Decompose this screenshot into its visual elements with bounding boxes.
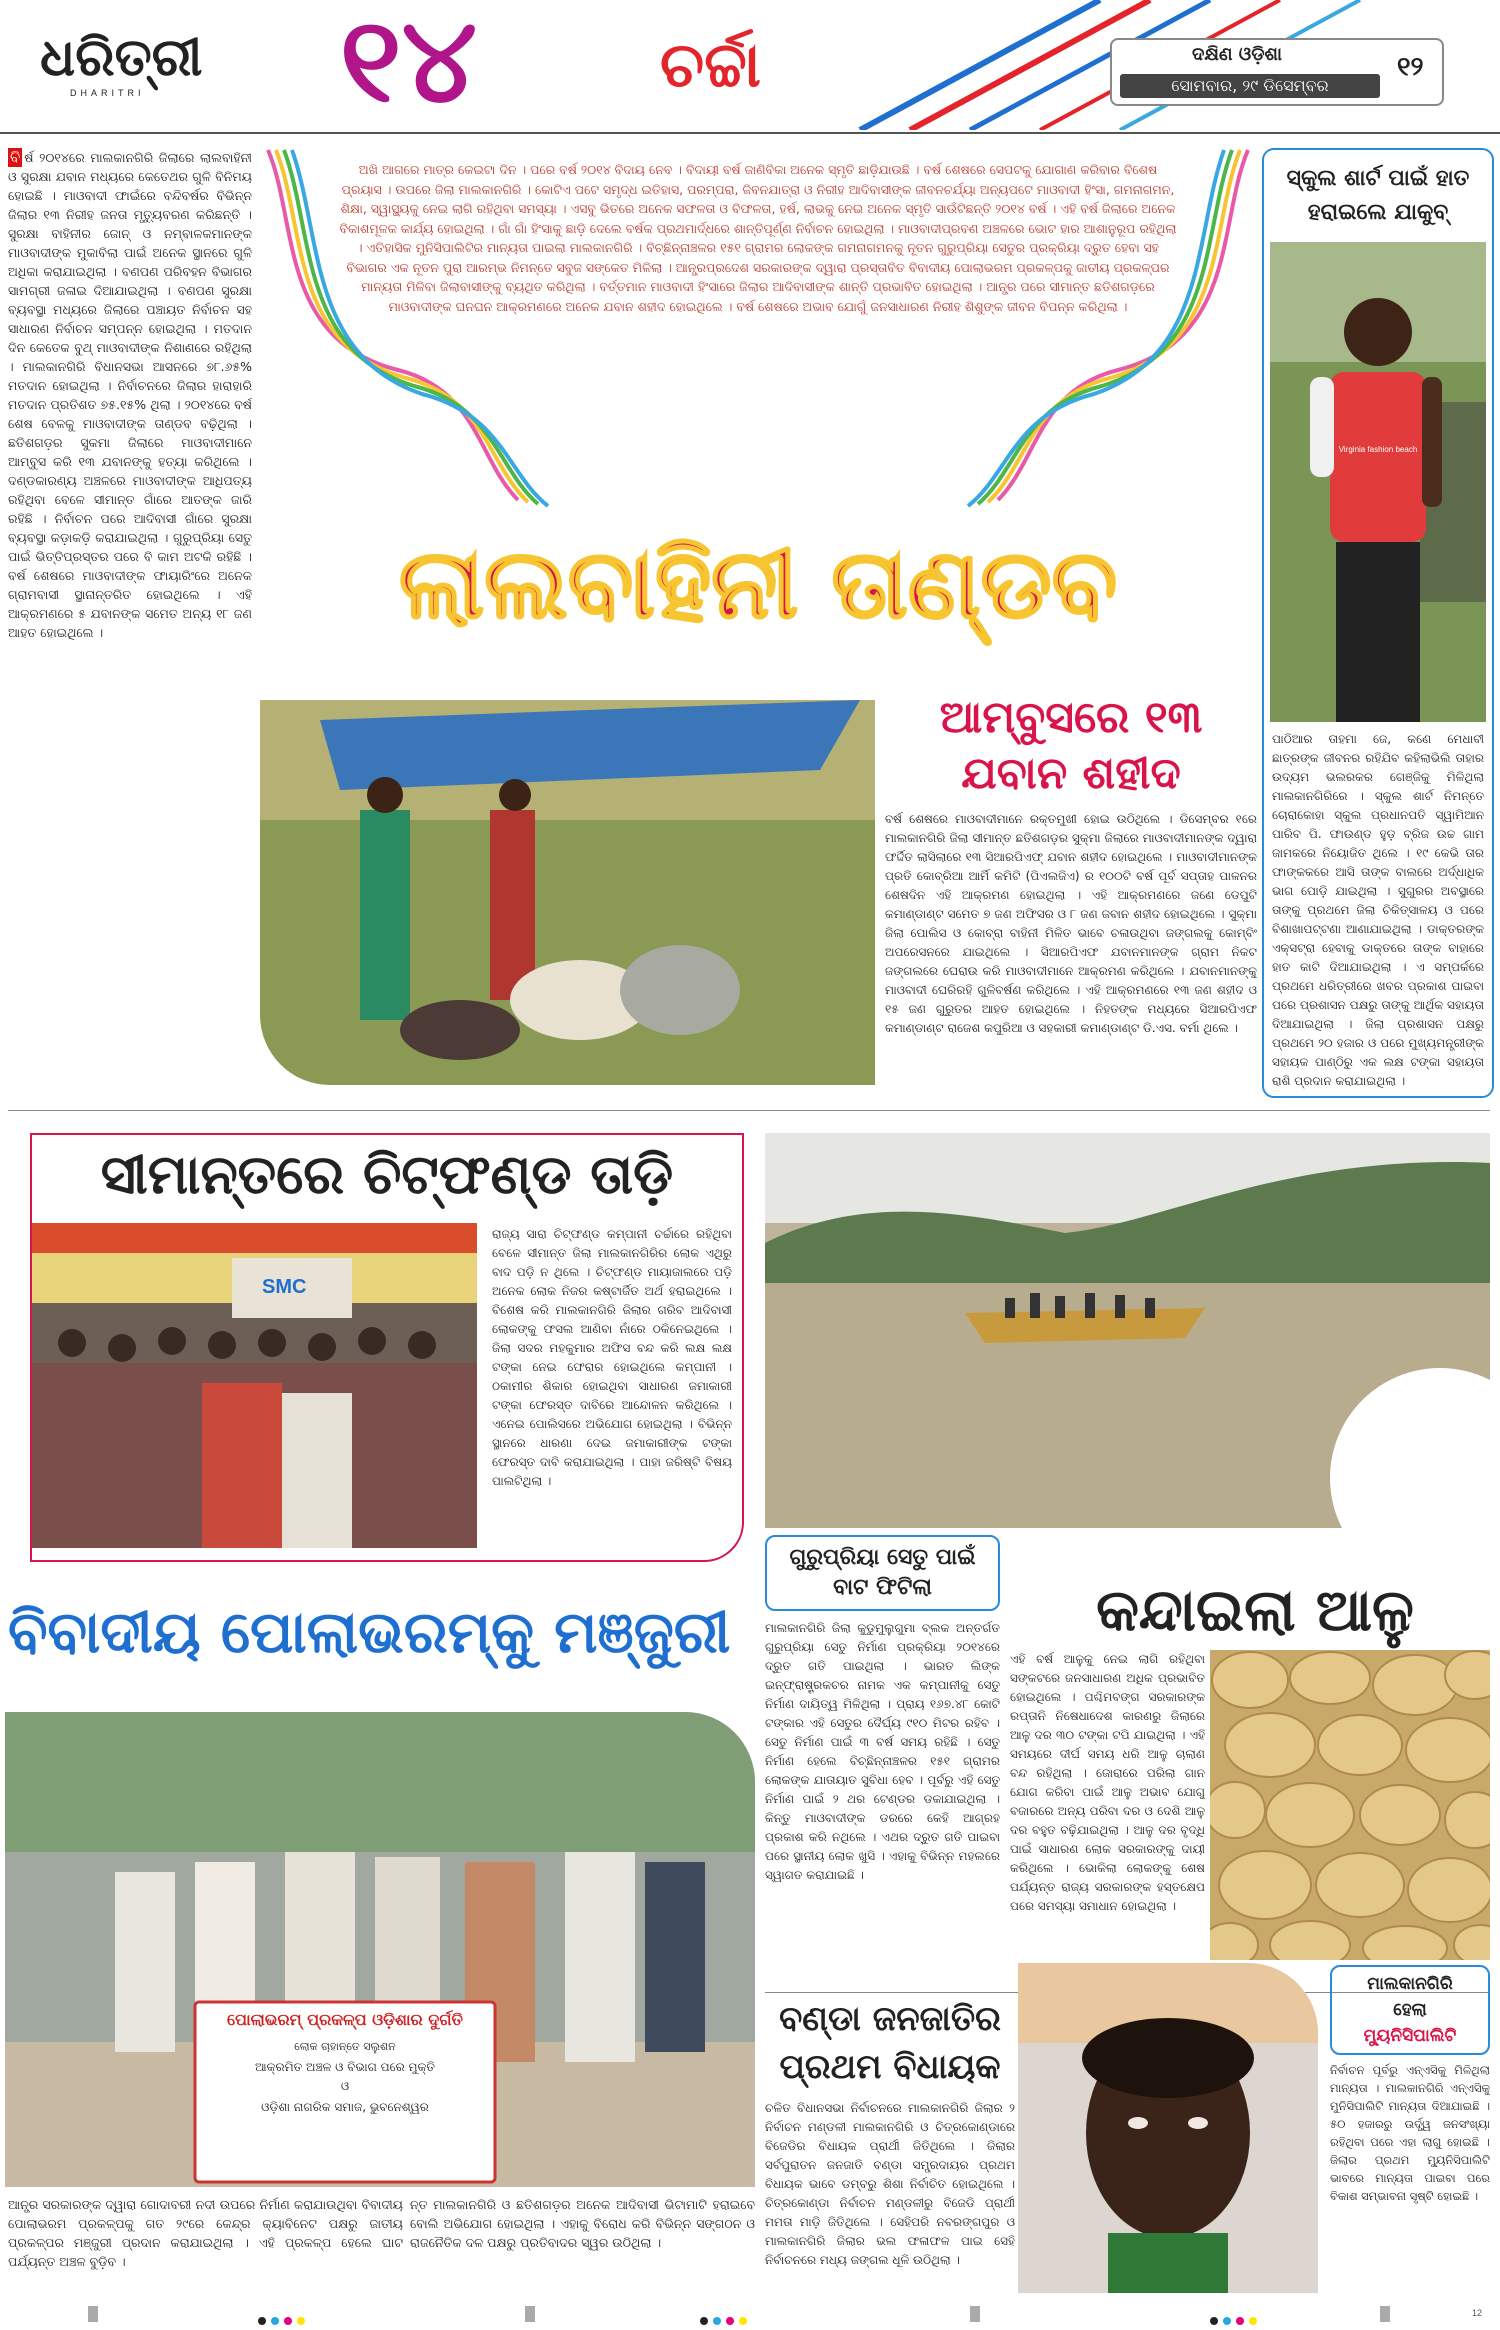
page-marker: 12	[1472, 2308, 1483, 2318]
registration-marks	[0, 2306, 1500, 2322]
bonda-story	[765, 1995, 1015, 2295]
brand-subtitle: DHARITRI	[70, 88, 145, 98]
boy-figure	[1270, 242, 1486, 722]
bonda-headline-1: ବଣ୍ଡା ଜନଜାତିର	[779, 1999, 1001, 2039]
municipality-headline-3: ମ୍ୟୁନିସିପାଲିଟି	[1363, 2026, 1457, 2046]
bonda-headline-2: ପ୍ରଥମ ବିଧାୟକ	[779, 2047, 1001, 2087]
ambush-story	[885, 690, 1257, 1100]
number-title: ୧୪	[340, 0, 478, 129]
municipality-headline-2: ହେଲା	[1393, 2000, 1427, 2020]
intro-column	[8, 148, 252, 1092]
placard-line-1: ପୋଲାଭରମ୍ ପ୍ରକଳ୍ପ ଓଡ଼ିଶାର ଦୁର୍ଗତି	[227, 2010, 463, 2029]
section-divider-1	[8, 1110, 1490, 1111]
page-number: ୧୨	[1397, 52, 1424, 82]
banner-text: SMC	[262, 1276, 307, 1298]
polavaram-text-left: ଆନ୍ଧ୍ର ସରକାରଙ୍କ ଦ୍ୱାରା ଗୋଦାବରୀ ନଦୀ ଉପରେ ନିର୍ମାଣ କରାଯାଉଥିବା ବିବାଦୀୟ ପୋଲାଭରମ ପ୍ରକଳ୍ପକୁ ଗତ ୨୯ରେ କେନ୍ଦ୍ର କ୍ୟାବିନେଟ ପକ୍ଷରୁ ଜାତୀୟ ପ୍ରକଳ୍ପର ମଞ୍ଜୁରୀ ପ୍ରଦାନ କରାଯାଇଥିଲା । ଏହି ପ୍ରକଳ୍ପ ହେଲେ ଘାଟ ପର୍ଯ୍ୟନ୍ତ ଅଞ୍ଚଳ ବୁଡ଼ିବ ।	[8, 2197, 403, 2269]
placard-line-4: ଓ	[340, 2079, 350, 2093]
polavaram-headline: ବିବାଦୀୟ ପୋଲାଭରମ୍‌କୁ ମଞ୍ଜୁରୀ	[8, 1598, 731, 1666]
gurupriya-headline-box	[765, 1535, 1000, 1611]
gurupriya-text: ମାଲକାନଗିରି ଜିଲା କୁଡୁମୁଲୁଗୁମା ବ୍ଲକ ଅନ୍ତର୍ଗତ ଗୁରୁପ୍ରିୟା ସେତୁ ନିର୍ମାଣ ପ୍ରକ୍ରିୟା ୨୦୧୪ରେ ଦ୍ରୁତ ଗତି ପାଇଥିଲା । ଭାରତ ଲିଙ୍କ ଇନ୍‌ଫ୍ରାଷ୍ଟ୍ରକଚର ନାମକ ଏକ କମ୍ପାନୀକୁ ସେତୁ ନିର୍ମାଣ ଦାୟିତ୍ୱ ମିଳିଥିଲା । ପ୍ରାୟ ୧୬୭.୪୮ କୋଟି ଟଙ୍କାର ଏହି ସେତୁର ଦୈର୍ଘ୍ୟ ୯୧୦ ମିଟର ରହିବ । ସେତୁ ନିର୍ମାଣ ପାଇଁ ୩ ବର୍ଷ ସମୟ ରହିଛି । ସେତୁ ନିର୍ମାଣ ହେଲେ ବିଚ୍ଛିନ୍ନାଞ୍ଚଳର ୧୫୧ ଗ୍ରାମର ଲୋକଙ୍କ ଯାତାୟାତ ସୁବିଧା ହେବ । ପୂର୍ବରୁ ଏହି ସେତୁ ନିର୍ମାଣ ପାଇଁ ୨ ଥର ଟେଣ୍ଡର ଡକାଯାଇଥିଲା । କିନ୍ତୁ ମାଓବାଦୀଙ୍କ ଡରରେ କେହି ଆଗ୍ରହ ପ୍ରକାଶ କରି ନଥିଲେ । ଏଥର ଦ୍ରୁତ ଗତି ପାଇବା ପରେ ସ୍ଥାନୀୟ ଲୋକ ଖୁସି । ଏହାକୁ ବିଭିନ୍ନ ମହଲରେ ସ୍ୱାଗତ କରାଯାଇଛି ।	[765, 1621, 1000, 1882]
gurupriya-story	[765, 1535, 1000, 1985]
mla-photo[interactable]	[1018, 1963, 1318, 2293]
gray-block-3	[970, 2306, 980, 2322]
school-photo[interactable]	[1270, 242, 1486, 722]
school-text: ପାଠିଆର ତାହମା ଜେ, କଣେ ମେଧାବୀ ଛାତ୍ରଙ୍କ ଜୀବନର ରହିଯିବ କହିଲାଭିଲି ତାହାର ଉଦ୍ୟମ ଭଲରକର ଗେଞ୍ଜିକୁ ମିଳିଥିଲା ମାଲକାନଗିରିରେ । ସ୍କୁଲ ଶାର୍ଟ ନିମନ୍ତେ ଚୋରାକୋହା ସ୍କୁଲ ପ୍ରଧାନପତି ସ୍ୱାମିଆନ ପାରିବ ପି. ଫାଉଣ୍ଡ ହୁଡ଼ ବ୍ରିଜ ଉଚ୍ଚ ଗାମ ଜାମକରେ ନିୟୋଜିତ ଥିଲେ । ୧୯ କେଭି ତାର ଫାଙ୍କକରେ ଆସି ତାଙ୍କ ବାଲରେ ଅର୍ଦ୍ଧାଧିକ ଭାଗ ପୋଡ଼ି ଯାଇଥିଲା । ସୁଗୁରର ଅବସ୍ଥାରେ ତାଙ୍କୁ ପ୍ରଥମେ ଜିଲା ଚିକିତ୍ସାଳୟ ଓ ପରେ ବିଶାଖାପଟ୍ଟଣା ଆଣାଯାଇଥିଲା । ଡାକ୍ତରଙ୍କ ଏକ୍ସଟ୍ରା ହେବାକୁ ଡାକ୍ତରେ ତାଙ୍କ ବାହାରେ ହାତ କାଟି ଦିଆଯାଇଥିଲା । ଏ ସମ୍ପର୍କରେ ପ୍ରଥମେ ଧରିତ୍ରୀରେ ଖବର ପ୍ରକାଶ ପାଇବା ପରେ ପ୍ରଶାସନ ପକ୍ଷରୁ ତାଙ୍କୁ ଆର୍ଥିକ ସହାୟତା ଦିଆଯାଇଥିଲା । ଜିଲା ପ୍ରଶାସନ ପକ୍ଷରୁ ପ୍ରଥମେ ୨୦ ହଜାର ଓ ପରେ ମୁଖ୍ୟମନ୍ତ୍ରୀଙ୍କ ସହାୟକ ପାଣ୍ଠିରୁ ଏକ ଲକ୍ଷ ଟଙ୍କା ସହାୟତା ରାଶି ପ୍ରଦାନ କରାଯାଇଥିଲା ।	[1272, 732, 1484, 1088]
date-bar: ସୋମବାର, ୨୯ ଡିସେମ୍ବର	[1120, 74, 1380, 98]
municipality-headline-box	[1330, 1965, 1490, 2055]
brand-logo[interactable]	[40, 28, 202, 98]
color-dots-1	[258, 2310, 305, 2329]
polavaram-photo[interactable]	[5, 1712, 755, 2187]
ambush-text: ବର୍ଷ ଶେଷରେ ମାଓବାଦୀମାନେ ରକ୍ତମୁଖୀ ହୋଇ ଉଠିଥିଲେ । ଡିସେମ୍ବର ୧ରେ ମାଲକାନଗିରି ଜିଲା ସୀମାନ୍ତ ଛତିଶଗଡ଼ର ସୁକ୍ମା ଜିଲାରେ ମାଓବାଦୀମାନଙ୍କ ଦ୍ୱାରା ଫର୍ଦ୍ଦିତ ଲାସିଲାରେ ୧୩ ସିଆରପିଏଫ୍ ଯବାନ ଶହୀଦ ହୋଇଥିଲେ । ମାଓବାଦୀମାନଙ୍କ ପ୍ରତି କୋବ୍ରିଆ ଆର୍ମି କମିଟି (ପିଏଲଜିଏ) ର ୧୦୦ଟି ବର୍ଷ ପୂର୍ବ ସପ୍ତାହ ପାଳନର ଶେଷଦିନ ଏହି ଆକ୍ରମଣ ହୋଇଥିଲା । ଏହି ଆକ୍ରମଣରେ ଜଣେ ଡେପୁଟି କମାଣ୍ଡାଣ୍ଟ ସମେତ ୭ ଜଣ ଅଫିସର ଓ ୮ ଜଣ ଜବାନ ଶହୀଦ ହୋଇଥିଲେ । ସୁକ୍ମା ଜିଲା ପୋଲିସ ଓ କୋବ୍ରା ବାହିନୀ ମିଳିତ ଭାବେ ଚଳାଉଥିବା ଜଙ୍ଗଲକୁ କୋମ୍ବିଂ ଅପରେସନରେ ଯାଇଥିଲେ । ସିଆରପିଏଫ ଯବାନମାନଙ୍କ ଗ୍ରାମ ନିକଟ ଜଙ୍ଗଲରେ ଘେରାଉ କରି ମାଓବାଦୀମାନେ ଆକ୍ରମଣ କରିଥିଲେ । ଯବାନମାନଙ୍କୁ ମାଓବାଦୀ ଘେରିରହି ଗୁଳିବର୍ଷଣ କରିଥିଲେ । ଏହି ଆକ୍ରମଣରେ ୧୩ ଜଣ ଶହୀଦ ଓ ୧୫ ଜଣ ଗୁରୁତର ଆହତ ହୋଇଥିଲେ । ନିହତଙ୍କ ମଧ୍ୟରେ ସିଆରପିଏଫ କମାଣ୍ଡାଣ୍ଟ ରାଜେଶ କପୁରିଆ ଓ ସହକାରୀ କମାଣ୍ଡାଣ୍ଟ ଡି.ଏସ. ବର୍ମା ଥିଲେ ।	[885, 812, 1257, 1035]
color-dots-2	[700, 2310, 747, 2329]
placard-line-3: ଆକ୍ରମିତ ଅଞ୍ଚଳ ଓ ବିଭାଗ ପରେ ମୁକ୍ତି	[255, 2060, 435, 2074]
region-box	[1110, 38, 1444, 106]
color-dots-3	[1210, 2310, 1257, 2329]
river-photo[interactable]	[765, 1133, 1490, 1528]
potato-headline: କନ୍ଦାଇଲା ଆଳୁ	[1096, 1576, 1414, 1644]
shirt-text: Virginia fashion beach	[1338, 445, 1418, 454]
municipality-headline-1: ମାଲକାନଗିରି	[1367, 1974, 1453, 1994]
banner-text: ଅଖି ଆଗରେ ମାତ୍ର କେଇଟା ଦିନ । ପରେ ବର୍ଷ ୨୦୧୪ ବିଦାୟ ନେବ । ବିଦାୟୀ ବର୍ଷ ଜାଣିବିକା ଅନେକ ସ୍ମୃତି ଛାଡ଼ିଯାଉଛି । ବର୍ଷ ଶେଷରେ ସେପଟକୁ ଯୋଗାଣ କରିବାର ବିଶେଷ ପ୍ରୟାସ । ଉପରେ ଜିଲା ମାଲକାନଗିରି । କୋଟିଏ ପଟେ ସମୃଦ୍ଧ ଇତିହାସ, ପରମ୍ପରା, ଜିବନଯାତ୍ରା ଓ ନିରୀହ ଆଦିବାସୀଙ୍କ ଜୀବନଚର୍ଯ୍ୟା ଅନ୍ୟପଟେ ମାଓବାଦୀ ହିଂସା, ଗମନାଗମନ, ଶିକ୍ଷା, ସ୍ୱାସ୍ଥ୍ୟକୁ ନେଇ ଲାଗି ରହିଥିବା ସମସ୍ୟା । ଏସବୁ ଭିତରେ ଅନେକ ସଫଳତା ଓ ବିଫଳତା, ହର୍ଷ, ଲାଭକୁ ନେଇ ଅନେକ ସ୍ମୃତି ସାଉଁଟିଛନ୍ତି ୨୦୧୪ ବର୍ଷ । ଏହି ବର୍ଷ ଜିଲାରେ ଅନେକ ବିକାଶମୂଳକ କାର୍ଯ୍ୟ ହୋଇଥିଲା । ଗାଁ ଗାଁ ହିଂସାକୁ ଛାଡ଼ି ଦେଲେ ବର୍ଷକ ପ୍ରଥମାର୍ଦ୍ଧରେ ଶାନ୍ତିପୂର୍ଣ୍ଣ ନିର୍ବାଚନ ହୋଇଥିଲା । ମାଓବାଦୀପ୍ରବଣ ଅଞ୍ଚଳରେ ଭୋଟ ହାର ଆଶାନୁରୂପ ରହିଥିଲା । ଏତିହାସିକ ମୁନିସିପାଲିଟିର ମାନ୍ୟତା ପାଇଲା ମାଲକାନଗିରି । ବିଚ୍ଛିନ୍ନାଞ୍ଚଳର ୧୫୧ ଗ୍ରାମର ଲୋକଙ୍କ ଗମନାଗମନକୁ ନୂତନ ଗୁରୁପ୍ରିୟା ସେତୁର ପ୍ରକ୍ରିୟା ଦ୍ରୁତ ହେବା ସହ ବିଭାଗର ଏକ ନୂତନ ପୁରା ଆରମ୍ଭ ନିମନ୍ତେ ସବୁଜ ସଙ୍କେତ ମିଳିଲା । ଆନ୍ଧ୍ରପ୍ରଦେଶ ସରକାରଙ୍କ ଦ୍ୱାରା ପ୍ରସ୍ତାବିତ ବିବାଦୀୟ ପୋଲାଭରମ ପ୍ରକଳ୍ପକୁ ଜାତୀୟ ପ୍ରକଳ୍ପର ମାନ୍ୟତା ମିଳିବା ଜିଲାବାସୀଙ୍କୁ ବ୍ୟଥିତ କରିଥିଲା । ବର୍ତ୍ତମାନ ମାଓବାଦୀ ହିଂସାରେ ଜିଲାର ଆଦିବାସୀଙ୍କ ଶାନ୍ତି ପ୍ରଭାବିତ ହୋଇଥିଲା । ଆନ୍ଧ୍ର ପରେ ସୀମାନ୍ତ ଛତିଶଗଡ଼ରେ ମାଓବାଦୀଙ୍କ ଘନଘନ ଆକ୍ରମଣରେ ଅନେକ ଯବାନ ଶହୀଦ ହୋଇଥିଲେ । ବର୍ଷ ଶେଷରେ ଅଭାବ ଯୋଗୁଁ ଜନସାଧାରଣ ନିରୀହ ଶିଶୁଙ୍କ ଜୀବନ ବିପନ୍ନ କରିଥିଲା ।	[339, 162, 1177, 314]
potato-text: ଏହି ବର୍ଷ ଆଳୁକୁ ନେଇ ଲାଗି ରହିଥିବା ସଙ୍କଟରେ ଜନସାଧାରଣ ଅଧିକ ପ୍ରଭାବିତ ହୋଇଥିଲେ । ପଶ୍ଚିମବଙ୍ଗ ସରକାରଙ୍କ ରପ୍ତାନି ନିଷେଧାଦେଶ କାରଣରୁ ଜିଲାରେ ଆଳୁ ଦର ୩୦ ଟଙ୍କା ଟପି ଯାଇଥିଲା । ଏହି ସମୟରେ ଦୀର୍ଘ ସମୟ ଧରି ଆଳୁ ଚାଲାଣ ବନ୍ଦ ରହିଥିଲା । ଜୋରାରେ ପରିଲା ଗାନ ଯୋଗ କରିବା ପାଇଁ ଆଳୁ ଅଭାବ ଯୋଗୁ ବଜାରରେ ଅନ୍ୟ ପରିବା ଦର ଓ ଦେଶି ଆଳୁ ଦର ବହୁତ ବଢ଼ିଯାଇଥିଲା । ଆଳୁ ଦର ବୃଦ୍ଧି ପାଇଁ ସାଧାରଣ ଲୋକ ସରକାରଙ୍କୁ ଦାୟୀ କରିଥିଲେ । ଭୋକିଲା ଲୋକଙ୍କୁ ଶେଷ ପର୍ଯ୍ୟନ୍ତ ରାଜ୍ୟ ସରକାରଙ୍କ ହସ୍ତକ୍ଷେପ ପରେ ସମସ୍ୟା ସମାଧାନ ହୋଇଥିଲା ।	[1010, 1652, 1205, 1913]
main-headline: ଲାଲବାହିନୀ ତାଣ୍ଡବ	[398, 528, 1118, 640]
intro-banner	[258, 140, 1258, 520]
ambush-headline-1: ଆମ୍ବୁସରେ ୧୩	[939, 692, 1203, 743]
ambush-photo[interactable]	[260, 700, 875, 1085]
bonda-text: ଚଳିତ ବିଧାନସଭା ନିର୍ବାଚନରେ ମାଲକାନଗିରି ଜିଲାର ୨ ନିର୍ବାଚନ ମଣ୍ଡଳୀ ମାଲକାନଗିରି ଓ ଚିତ୍ରକୋଣ୍ଡାରେ ବିଜେଡିର ବିଧାୟକ ପ୍ରାର୍ଥୀ ଜିତିଥିଲେ । ଜିଲାର ସର୍ବପୁରାତନ ଜନଜାତି ବଣ୍ଡା ସମ୍ପ୍ରଦାୟର ପ୍ରଥମ ବିଧାୟକ ଭାବେ ଡମ୍ବରୁ ଶିଶା ନିର୍ବାଚିତ ହୋଇଥିଲେ । ଚିତ୍ରକୋଣ୍ଡା ନିର୍ବାଚନ ମଣ୍ଡଳୀରୁ ବିଜେଡି ପ୍ରାର୍ଥୀ ମମତା ମାଡ଼ି ଜିତିଥିଲେ । ସେହିପରି ନବରଙ୍ଗପୁର ଓ ମାଲକାନଗିରି ଜିଲାର ଭଲ ଫଳାଫଳ ପାଇ ସେହି ନିର୍ବାଚନରେ ମଧ୍ୟ ଜଙ୍ଗଲ ଧୂଳି ଉଠିଥିଲା ।	[765, 2101, 1015, 2267]
gurupriya-headline-2: ବାଟ ଫିଟିଲା	[833, 1575, 932, 1600]
chitfund-text: ରାଜ୍ୟ ସାରା ଚିଟ୍‌ଫଣ୍ଡ କମ୍ପାନୀ ଚର୍ଚ୍ଚାରେ ରହିଥିବା ବେଳେ ସୀମାନ୍ତ ଜିଲା ମାଲକାନଗିରିର ଲୋକ ଏଥିରୁ ବାଦ ପଡ଼ି ନ ଥିଲେ । ଚିଟ୍‌ଫଣ୍ଡ ମାୟାଜାଲରେ ପଡ଼ି ଅନେକ ଲୋକ ନିଜର କଷ୍ଟାର୍ଜିତ ଅର୍ଥ ହରାଇଥିଲେ । ବିଶେଷ କରି ମାଲକାନଗିରି ଜିଲାର ଗରିବ ଆଦିବାସୀ ଲୋକଙ୍କୁ ଫସଲ ଆଣିବା ନାଁରେ ଠକିନେଇଥିଲେ । ଜିଲା ସଦର ମହକୁମାର ଅଫିସ ବନ୍ଦ କରି ଲକ୍ଷ ଲକ୍ଷ ଟଙ୍କା ନେଇ ଫେରାର ହୋଇଥିଲେ କମ୍ପାନୀ । ଠକାମୀର ଶିକାର ହୋଇଥିବା ସାଧାରଣ ଜମାକାରୀ ଟଙ୍କା ଫେରସ୍ତ ଦାବିରେ ଆନ୍ଦୋଳନ କରିଥିଲେ । ଏନେଇ ପୋଲିସରେ ଅଭିଯୋଗ ହୋଇଥିଲା । ବିଭିନ୍ନ ସ୍ଥାନରେ ଧାରଣା ଦେଇ ଜମାକାରୀଙ୍କ ଟଙ୍କା ଫେରସ୍ତ ଦାବି କରାଯାଇଥିଲା । ପାହା ଜରିଷ୍ଟି ବିଷୟ ପାଲଟିଥିଲା ।	[492, 1227, 732, 1488]
charcha-title: ଚର୍ଚ୍ଚା	[660, 28, 761, 101]
masthead-divider	[0, 132, 1500, 134]
gray-block-1	[88, 2306, 98, 2322]
brand-name: ଧରିତ୍ରୀ	[40, 28, 203, 88]
chitfund-headline: ସୀମାନ୍ତରେ ଚିଟ୍‌ଫଣ୍ଡ ତାଡ଼ି	[100, 1143, 674, 1206]
polavaram-text-right: ନ୍ତ ମାଲକାନଗିରି ଓ ଛତିଶଗଡ଼ର ଅନେକ ଆଦିବାସୀ ଭିଟାମାଟି ହରାଇବେ ବୋଲି ଅଭିଯୋଗ ହୋଇଥିଲା । ଏହାକୁ ବିରୋଧ କରି ବିଭିନ୍ନ ସଙ୍ଗଠନ ଓ ରାଜନୈତିକ ଦଳ ପକ୍ଷରୁ ପ୍ରତିବାଦର ସ୍ୱର ଉଠିଥିଲା ।	[410, 2197, 755, 2250]
municipality-story	[1330, 1965, 1490, 2295]
municipality-text: ନିର୍ବାଚନ ପୂର୍ବରୁ ଏନ୍‌ଏସିକୁ ମିଳିଥିଲା ମାନ୍ୟତା । ମାଲକାନଗିରି ଏନ୍‌ଏସିକୁ ମୁନିସିପାଲିଟି ମାନ୍ୟତା ଦିଆଯାଇଛି । ୫୦ ହଜାରରୁ ଉର୍ଦ୍ଧ୍ୱ ଜନସଂଖ୍ୟା ରହିଥିବା ପରେ ଏହା ଲାଗୁ ହୋଇଛି । ଜିଲାର ପ୍ରଥମ ମ୍ୟୁନିସିପାଲିଟି ଭାବରେ ମାନ୍ୟତା ପାଇବା ପରେ ବିକାଶ ସମ୍ଭାବନା ସୃଷ୍ଟି ହୋଇଛି ।	[1330, 2063, 1490, 2203]
chitfund-photo[interactable]	[32, 1223, 477, 1548]
gray-block-4	[1380, 2306, 1390, 2322]
ambush-headline-2: ଯବାନ ଶହୀଦ	[961, 748, 1181, 799]
gurupriya-headline-1: ଗୁରୁପ୍ରିୟା ସେତୁ ପାଇଁ	[789, 1545, 976, 1570]
potatoes-pile	[1210, 1650, 1490, 1960]
drop-cap: ବି	[10, 148, 21, 166]
protest-crowd	[32, 1223, 477, 1548]
placard-line-5: ଓଡ଼ିଶା ନାଗରିକ ସମାଜ, ଭୁବନେଶ୍ୱର	[261, 2100, 429, 2114]
placard-line-2: ଲୋକ ଚାହାନ୍ତେ ସଲୁଶନ	[294, 2040, 396, 2053]
masthead	[0, 0, 1500, 130]
region-label: ଦକ୍ଷିଣ ଓଡ଼ିଶା	[1192, 44, 1283, 65]
protest-placard	[195, 2002, 495, 2182]
mla-portrait	[1018, 1963, 1318, 2293]
intro-text	[8, 148, 252, 1092]
intro-body: ର୍ଷ ୨୦୧୪ରେ ମାଲକାନଗିରି ଜିଲାରେ ଲାଲବାହିନୀ ଓ ସୁରକ୍ଷା ଯବାନ ମଧ୍ୟରେ କେତେଥର ଗୁଳି ବିନିମୟ ହୋଇଛି । ମାଓବାଦୀ ଫାଇଁରେ ବନ୍ଦିବର୍ଷର ବିଭିନ୍ନ ଜିଲାର ୧୩ ନିରୀହ ଜନତା ମୃତ୍ୟୁବରଣ କରିଛନ୍ତି । ସୁରକ୍ଷା ବାହିନୀର ଜୋନ୍ ଓ ନମ୍ବାଳକମାନଙ୍କ ମାଓବାଦୀଙ୍କ ମୁକାବିଲା ପାଇଁ ଅନେକ ସ୍ଥାନରେ ଗୁଳି ଅଧିକା କରାଯାଇଥିଲା । ବଣପଣ ପରିବହନ ବିଭାଗର ସାମଗ୍ରୀ ଜଳାଇ ଦିଆଯାଇଥିଲା । ବଣପଣ ସୁରକ୍ଷା ବ୍ୟବସ୍ଥା ମଧ୍ୟରେ ଜିଲାରେ ପଞ୍ଚାୟତ ନିର୍ବାଚନ ସହ ସାଧାରଣ ନିର୍ବାଚନ ସମ୍ପନ୍ନ ହୋଇଥିଲା । ମତଦାନ ଦିନ କେତେକ ବୁଥ୍ ମାଓବାଦୀଙ୍କ ନିଶାଣରେ ରହିଥିଲା । ମାଲକାନଗିରି ବିଧାନସଭା ଆସନରେ ୭୮.୬୫% ମତଦାନ ହୋଇଥିଲା । ନିର୍ବାଚନରେ ଜିଲାର ହାରାହାରି ମତଦାନ ପ୍ରତିଶତ ୭୫.୧୫% ଥିଲା । ୨୦୧୪ରେ ବର୍ଷ ଶେଷ ବେଳକୁ ମାଓବାଦୀଙ୍କ ତାଣ୍ଡବ ବଢ଼ିଥିଲା । ଛତିଶଗଡ଼ର ସୁକମା ଜିଲାରେ ମାଓବାଦୀମାନେ ଆମ୍ବୁସ କରି ୧୩ ଯବାନଙ୍କୁ ହତ୍ୟା କରିଥିଲେ । ଦଣ୍ଡକାରଣ୍ୟ ଅଞ୍ଚଳରେ ମାଓବାଦୀଙ୍କ ଆଧିପତ୍ୟ ରହିଥିବା ବେଳେ ସୀମାନ୍ତ ଗାଁରେ ଆତଙ୍କ ଜାରି ରହିଛି । ନିର୍ବାଚନ ପରେ ଆଦିବାସୀ ଗାଁରେ ସୁରକ୍ଷା ବ୍ୟବସ୍ଥା କଡ଼ାକଡ଼ି କରାଯାଇଥିଲା । ଗୁରୁପ୍ରିୟା ସେତୁ ପାଇଁ ଭିତ୍ତିପ୍ରସ୍ତର ପରେ ବି କାମ ଅଟକି ରହିଛି । ବର୍ଷ ଶେଷରେ ମାଓବାଦୀଙ୍କ ଫାୟାରିଂରେ ଅନେକ ଗ୍ରାମବାସୀ ସ୍ଥାନାନ୍ତରିତ ହୋଇଥିଲେ । ଏହି ଆକ୍ରମଣରେ ୫ ଯବାନଙ୍କ ସମେତ ଅନ୍ୟ ୧୮ ଜଣ ଆହତ ହୋଇଥିଲେ ।	[8, 150, 252, 640]
gray-block-2	[525, 2306, 535, 2322]
school-story	[1262, 148, 1494, 1098]
villagers-scene	[260, 700, 875, 1085]
chitfund-story	[30, 1133, 744, 1562]
footer-bar	[0, 2298, 1500, 2330]
potato-photo[interactable]	[1210, 1650, 1490, 1960]
school-headline: ସ୍କୁଲ ଶାର୍ଟ ପାଇଁ ହାତ ହରାଇଲେ ଯାକୁବ୍	[1286, 166, 1470, 225]
